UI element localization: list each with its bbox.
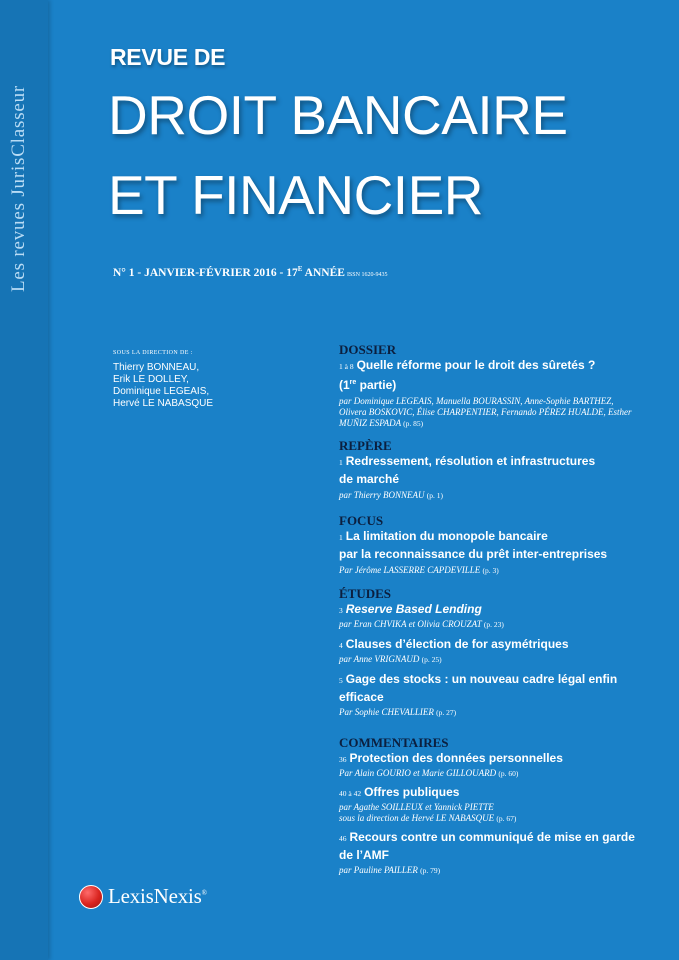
article-title-cont: par la reconnaissance du prêt inter-entreprises [339,547,608,561]
page-ref: 40 à 42 [339,789,362,798]
section-repere [339,438,639,501]
section-dossier [339,342,639,429]
article-title: 3 Reserve Based Lending [339,602,482,616]
article-authors: par Agathe SOILLEUX et Yannick PIETTE [339,802,494,812]
issue-year-word: ANNÉE [302,266,345,279]
article-title-cont: de l’AMF [339,848,389,862]
cover-spine [0,0,48,960]
page-ref: 5 [339,676,343,685]
article-authors: par Pauline PAILLER (p. 79) [339,865,441,875]
section-focus [339,513,639,576]
director-name: Hervé LE NABASQUE [113,398,214,409]
article-authors: par Anne VRIGNAUD (p. 25) [339,654,442,664]
page-ref: 3 [339,606,343,615]
issue-info [113,265,387,279]
page-ref: 1 [339,533,343,542]
editorial-direction [113,347,213,410]
collection-name: Les revues JurisClasseur [8,84,29,292]
section-title: FOCUS [339,513,384,528]
section-commentaires [339,735,639,876]
page-ref: 4 [339,641,343,650]
article-authors: Par Sophie CHEVALLIER (p. 27) [339,707,457,717]
issue-number: N° 1 - JANVIER-FÉVRIER 2016 - 17 [113,266,298,279]
lexisnexis-mark-icon [79,885,103,909]
article-title: 1 à 8 Quelle réforme pour le droit des sûretés ? [339,358,596,372]
article-title: 4 Clauses d’élection de for asymétriques [339,637,569,651]
director-name: Dominique LEGEAIS, [113,386,210,397]
article-title: 46 Recours contre un communiqué de mise en garde [339,830,635,844]
direction-label: SOUS LA DIRECTION DE : [113,350,193,356]
article-authors-cont: sous la direction de Hervé LE NABASQUE (p. 67) [339,813,517,823]
journal-title-prefix: REVUE DE [110,44,226,70]
article-authors: Par Jérôme LASSERRE CAPDEVILLE (p. 3) [339,565,499,575]
article-authors: par Thierry BONNEAU (p. 1) [339,490,443,500]
publisher-logo [79,884,207,909]
section-title: REPÈRE [339,438,392,453]
section-etudes [339,586,639,718]
article-authors: par Dominique LEGEAIS, Manuella BOURASSIN, Anne-Sophie BARTHEZ, Olivera BOSKOVIC, Élise CHARPENTIER, Fernando PÉREZ HUALDE, Esther MUÑIZ ESPADA (p. 85) [339,396,632,428]
page-ref: 1 à 8 [339,362,354,371]
journal-title-line-2: ET FINANCIER [108,164,483,226]
director-name: Thierry BONNEAU, [113,362,200,373]
article-authors: Par Alain GOURIO et Marie GILLOUARD (p. 60) [339,768,519,778]
article-title-cont: efficace [339,690,384,704]
section-title: DOSSIER [339,342,397,357]
publisher-name: LexisNexis® [108,884,207,908]
article-title-cont: (1re partie) [339,378,397,392]
article-title: 36 Protection des données personnelles [339,751,563,765]
article-title: 1 Redressement, résolution et infrastructures [339,454,596,468]
article-title-cont: de marché [339,472,400,486]
page-ref: 1 [339,458,343,467]
article-title: 5 Gage des stocks : un nouveau cadre légal enfin [339,672,618,686]
journal-title-line-1: DROIT BANCAIRE [108,84,568,146]
article-authors: par Eran CHVIKA et Olivia CROUZAT (p. 23) [339,619,504,629]
issn: ISSN 1620-9435 [346,271,388,278]
article-title: 40 à 42 Offres publiques [339,785,460,799]
page-ref: 36 [339,755,347,764]
article-title: 1 La limitation du monopole bancaire [339,529,548,543]
director-name: Erik LE DOLLEY, [113,374,189,385]
section-title: ÉTUDES [339,586,392,601]
issue-year-suffix: E [297,265,303,273]
page-ref: 46 [339,834,347,843]
section-title: COMMENTAIRES [339,735,449,750]
